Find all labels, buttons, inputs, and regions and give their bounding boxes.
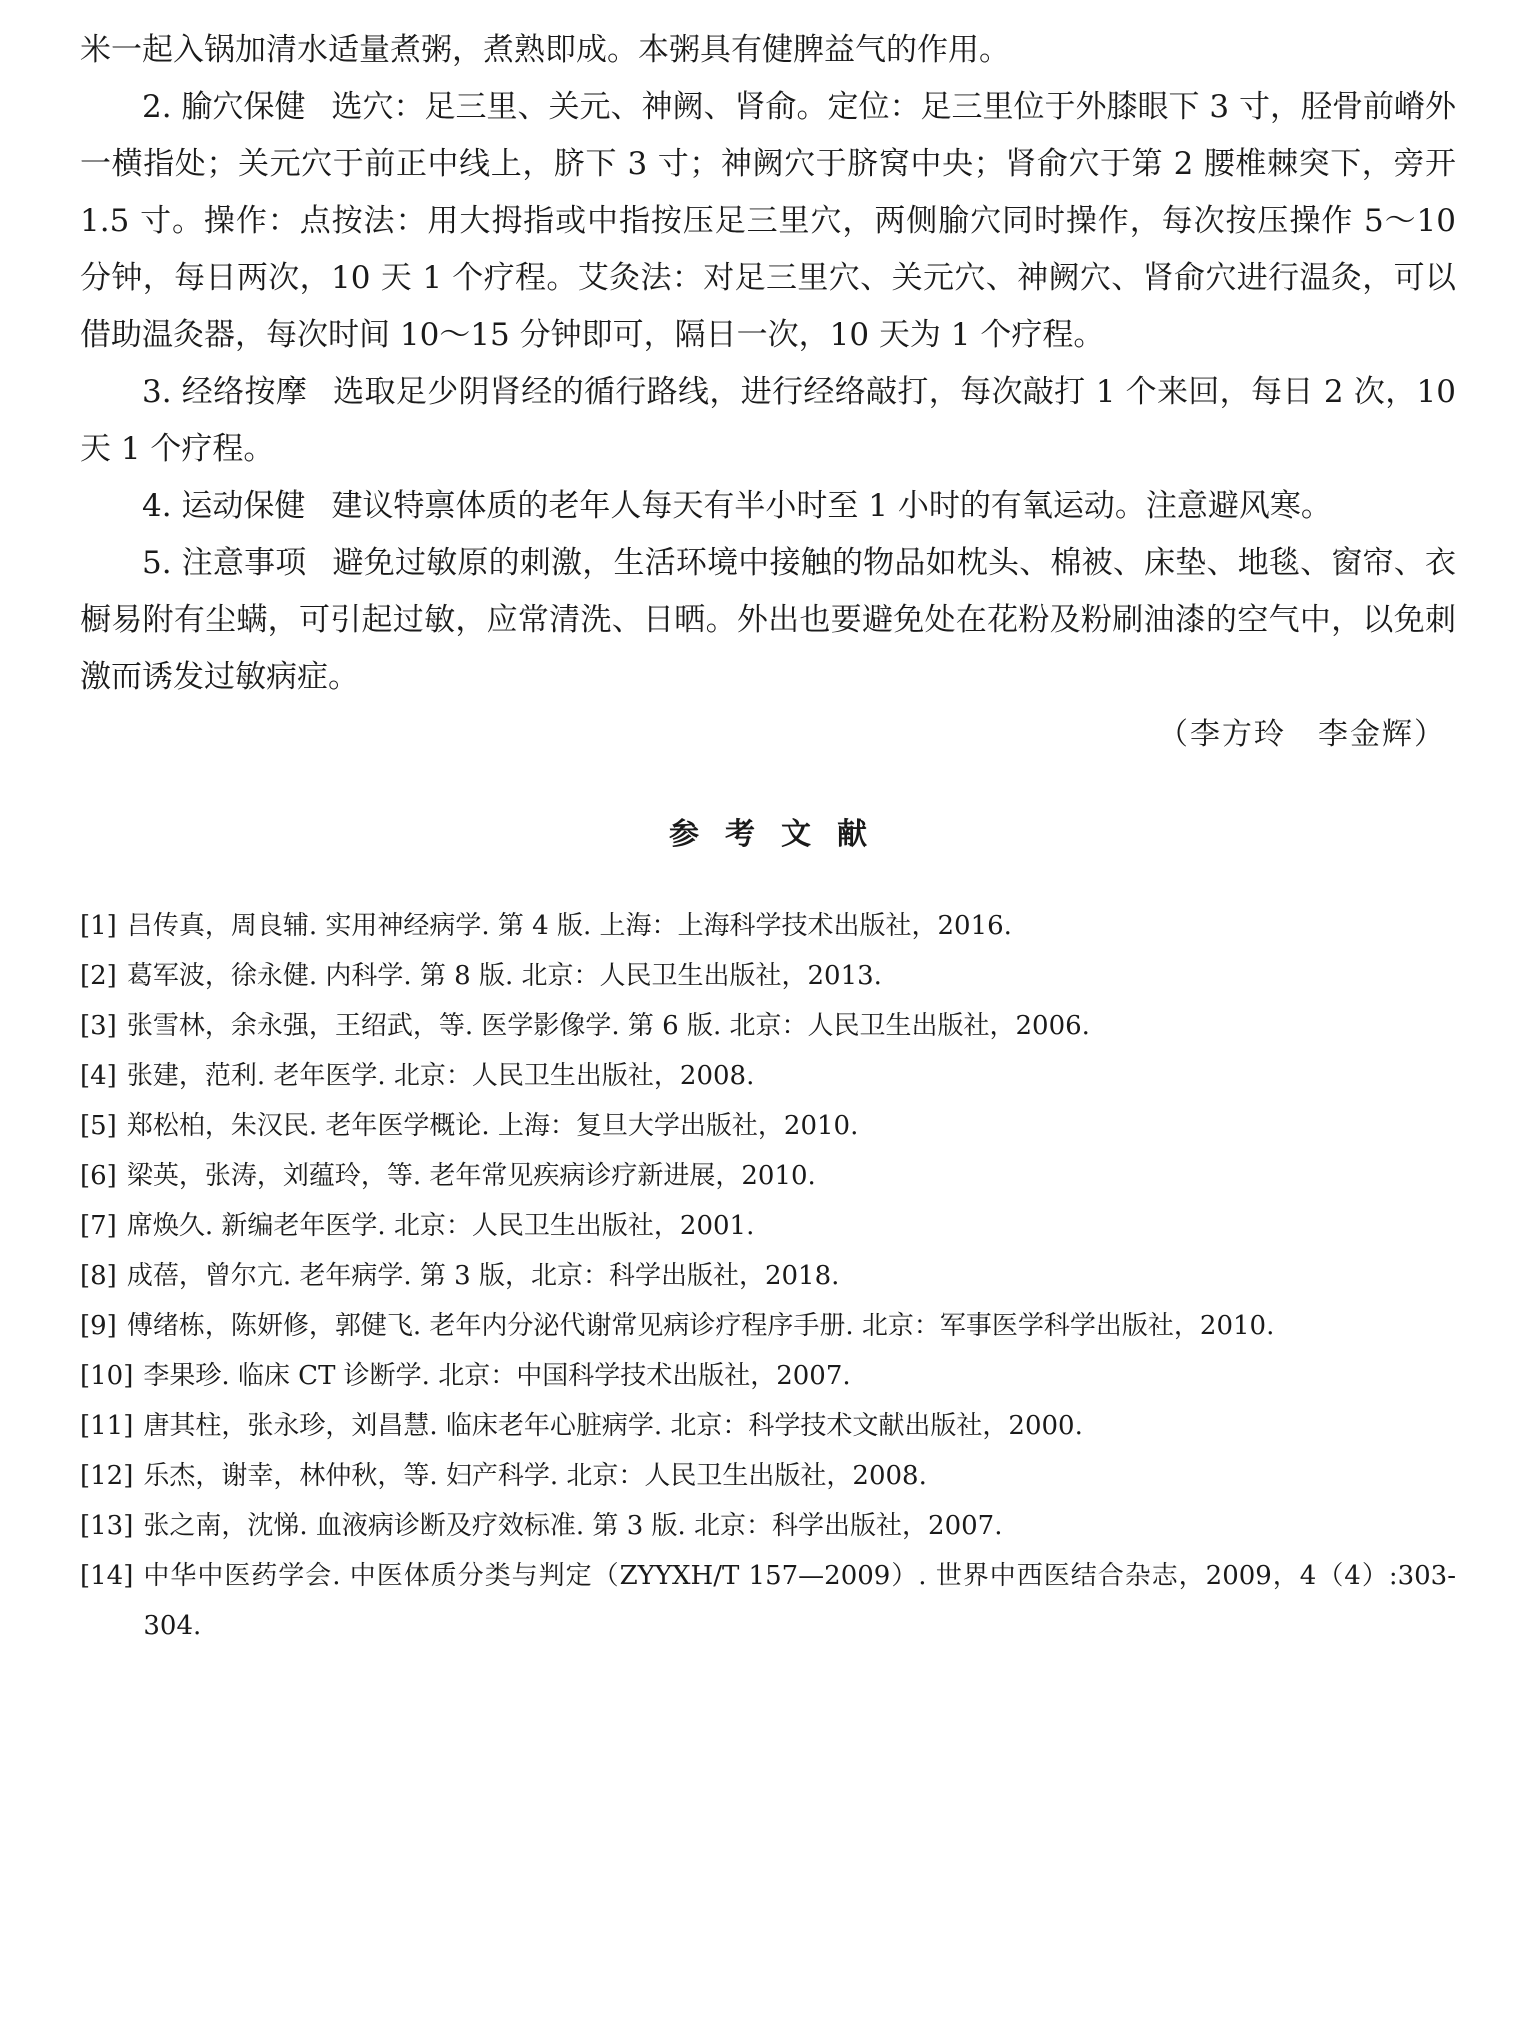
paragraph-acupoint-care	[80, 79, 1456, 364]
reference-item	[80, 1501, 1456, 1551]
reference-number: [4]	[80, 1061, 117, 1091]
reference-text: 吕传真，周良辅. 实用神经病学. 第 4 版. 上海：上海科学技术出版社，2016.	[126, 911, 1012, 941]
reference-item	[80, 1351, 1456, 1401]
reference-item	[80, 1551, 1456, 1651]
paragraph-text: 避免过敏原的刺激，生活环境中接触的物品如枕头、棉被、床垫、地毯、窗帘、衣橱易附有尘螨，可引起过敏，应常清洗、日晒。外出也要避免处在花粉及粉刷油漆的空气中，以免刺激而诱发过敏病症。	[80, 545, 1457, 695]
reference-number: [3]	[80, 1011, 117, 1041]
reference-number: [12]	[80, 1461, 134, 1491]
paragraph-meridian-massage	[80, 364, 1456, 478]
section-lead-meridian-massage: 3. 经络按摩	[142, 374, 308, 410]
reference-item	[80, 1201, 1456, 1251]
reference-text: 成蓓，曾尔亢. 老年病学. 第 3 版，北京：科学出版社，2018.	[126, 1261, 840, 1291]
reference-text: 梁英，张涛，刘蕴玲，等. 老年常见疾病诊疗新进展，2010.	[126, 1161, 816, 1191]
paragraph-text: 选穴：足三里、关元、神阙、肾俞。定位：足三里位于外膝眼下 3 寸，胫骨前嵴外一横指处；关元穴于前正中线上，脐下 3 寸；神阙穴于脐窝中央；肾俞穴于第 2 腰椎棘突下，旁开 1.5 寸。操作：点按法：用大拇指或中指按压足三里穴，两侧腧穴同时操作，每次按压操作 5～10 分钟，每日两次，10 天 1 个疗程。艾灸法：对足三里穴、关元穴、神阙穴、肾俞穴进行温灸，可以借助温灸器，每次时间 10～15 分钟即可，隔日一次，10 天为 1 个疗程。	[80, 89, 1456, 353]
reference-number: [14]	[80, 1561, 134, 1591]
reference-text: 张之南，沈悌. 血液病诊断及疗效标准. 第 3 版. 北京：科学出版社，2007.	[143, 1511, 1003, 1541]
reference-list	[80, 901, 1456, 1651]
reference-text: 李果珍. 临床 CT 诊断学. 北京：中国科学技术出版社，2007.	[143, 1361, 851, 1391]
references-heading: 参考文献	[669, 817, 893, 852]
reference-item	[80, 1251, 1456, 1301]
reference-text: 张雪林，余永强，王绍武，等. 医学影像学. 第 6 版. 北京：人民卫生出版社，2006.	[126, 1011, 1090, 1041]
reference-item	[80, 1401, 1456, 1451]
reference-number: [13]	[80, 1511, 134, 1541]
section-lead-exercise-care: 4. 运动保健	[142, 488, 306, 524]
reference-number: [7]	[80, 1211, 117, 1241]
reference-item	[80, 1151, 1456, 1201]
reference-number: [6]	[80, 1161, 117, 1191]
reference-text: 乐杰，谢幸，林仲秋，等. 妇产科学. 北京：人民卫生出版社，2008.	[143, 1461, 927, 1491]
section-lead-precautions: 5. 注意事项	[142, 545, 307, 581]
reference-number: [10]	[80, 1361, 134, 1391]
reference-text: 唐其柱，张永珍，刘昌慧. 临床老年心脏病学. 北京：科学技术文献出版社，2000.	[143, 1411, 1083, 1441]
reference-number: [2]	[80, 961, 117, 991]
reference-text: 席焕久. 新编老年医学. 北京：人民卫生出版社，2001.	[126, 1211, 755, 1241]
reference-item	[80, 1101, 1456, 1151]
author-attribution: （李方玲 李金辉）	[1158, 717, 1446, 752]
document-page	[80, 22, 1456, 1651]
paragraph-precautions	[80, 535, 1456, 706]
reference-number: [8]	[80, 1261, 117, 1291]
reference-text: 张建，范利. 老年医学. 北京：人民卫生出版社，2008.	[126, 1061, 755, 1091]
reference-text: 郑松柏，朱汉民. 老年医学概论. 上海：复旦大学出版社，2010.	[126, 1111, 859, 1141]
reference-item	[80, 1451, 1456, 1501]
paragraph-continuation: 米一起入锅加清水适量煮粥，煮熟即成。本粥具有健脾益气的作用。	[80, 32, 1010, 68]
reference-text: 中华中医药学会. 中医体质分类与判定（ZYYXH/T 157—2009）. 世界中西医结合杂志，2009，4（4）:303-304.	[143, 1561, 1456, 1641]
paragraph-text: 建议特禀体质的老年人每天有半小时至 1 小时的有氧运动。注意避风寒。	[331, 488, 1332, 524]
reference-text: 傅绪栋，陈妍修，郭健飞. 老年内分泌代谢常见病诊疗程序手册. 北京：军事医学科学出版社，2010.	[126, 1311, 1275, 1341]
paragraph-text: 选取足少阴肾经的循行路线，进行经络敲打，每次敲打 1 个来回，每日 2 次，10 天 1 个疗程。	[80, 374, 1456, 467]
reference-number: [5]	[80, 1111, 117, 1141]
section-lead-acupoint-care: 2. 腧穴保健	[142, 89, 306, 125]
reference-item	[80, 1001, 1456, 1051]
reference-item	[80, 1051, 1456, 1101]
reference-item	[80, 1301, 1456, 1351]
paragraph-exercise-care	[80, 478, 1456, 535]
reference-number: [9]	[80, 1311, 117, 1341]
reference-text: 葛军波，徐永健. 内科学. 第 8 版. 北京：人民卫生出版社，2013.	[126, 961, 882, 991]
reference-number: [11]	[80, 1411, 134, 1441]
reference-number: [1]	[80, 911, 117, 941]
reference-item	[80, 901, 1456, 951]
reference-item	[80, 951, 1456, 1001]
